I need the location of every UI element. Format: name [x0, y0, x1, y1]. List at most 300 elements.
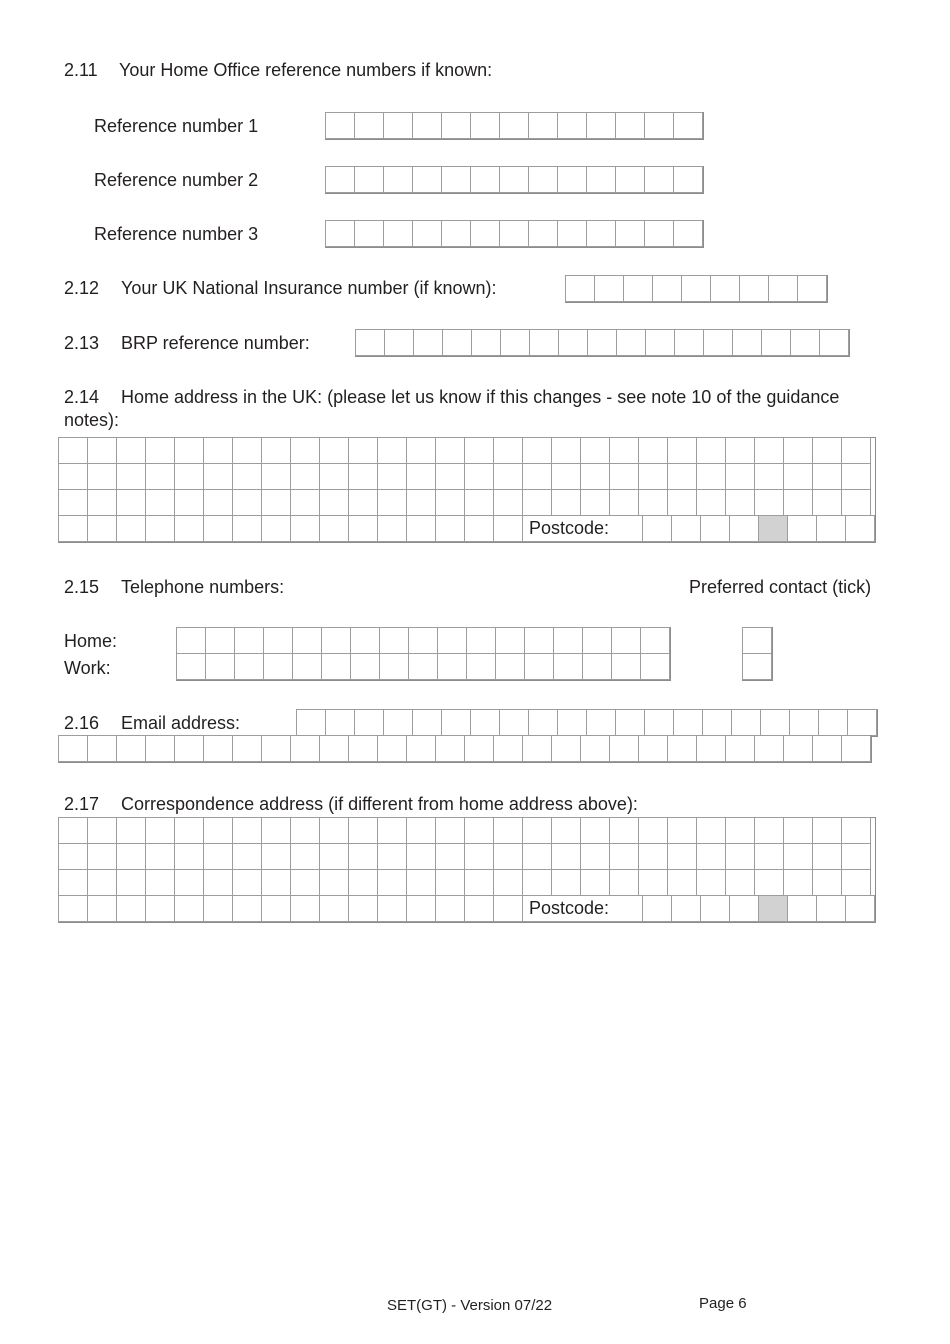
char-box[interactable]	[783, 843, 813, 870]
char-box[interactable]	[261, 869, 291, 896]
char-box[interactable]	[58, 515, 88, 542]
char-box[interactable]	[470, 166, 500, 193]
char-box[interactable]	[145, 895, 175, 922]
char-box[interactable]	[464, 895, 494, 922]
char-box[interactable]	[783, 735, 813, 762]
char-box[interactable]	[377, 437, 407, 464]
char-box[interactable]	[768, 275, 798, 302]
char-box[interactable]	[725, 437, 755, 464]
char-box[interactable]	[116, 817, 146, 844]
char-box[interactable]	[145, 463, 175, 490]
char-box[interactable]	[818, 709, 848, 736]
char-box[interactable]	[464, 437, 494, 464]
char-box[interactable]	[493, 463, 523, 490]
char-box[interactable]	[203, 869, 233, 896]
char-box[interactable]	[261, 895, 291, 922]
char-box[interactable]	[354, 166, 384, 193]
char-box[interactable]	[638, 489, 668, 516]
char-box[interactable]	[174, 817, 204, 844]
char-box[interactable]	[145, 489, 175, 516]
char-box[interactable]	[58, 489, 88, 516]
char-box[interactable]	[348, 735, 378, 762]
char-box[interactable]	[841, 437, 871, 464]
char-box[interactable]	[321, 627, 351, 654]
char-box[interactable]	[319, 735, 349, 762]
char-box[interactable]	[787, 895, 817, 922]
char-box[interactable]	[319, 895, 349, 922]
char-box[interactable]	[205, 627, 235, 654]
char-box[interactable]	[644, 166, 674, 193]
char-box[interactable]	[87, 817, 117, 844]
char-box[interactable]	[667, 817, 697, 844]
char-box[interactable]	[725, 869, 755, 896]
char-box[interactable]	[435, 515, 465, 542]
char-box[interactable]	[587, 329, 617, 356]
char-box[interactable]	[522, 735, 552, 762]
char-box[interactable]	[671, 515, 701, 542]
char-box[interactable]	[296, 709, 326, 736]
char-box[interactable]	[586, 166, 616, 193]
char-box[interactable]	[645, 329, 675, 356]
char-box[interactable]	[797, 275, 827, 302]
char-box[interactable]	[644, 220, 674, 247]
char-box[interactable]	[638, 463, 668, 490]
char-box[interactable]	[816, 895, 846, 922]
char-box[interactable]	[586, 112, 616, 139]
char-box[interactable]	[176, 653, 206, 680]
char-box[interactable]	[609, 817, 639, 844]
char-box[interactable]	[638, 843, 668, 870]
char-box[interactable]	[441, 220, 471, 247]
char-box[interactable]	[551, 437, 581, 464]
char-box[interactable]	[58, 735, 88, 762]
ref1-boxes[interactable]	[325, 112, 704, 140]
char-box[interactable]	[435, 869, 465, 896]
char-box[interactable]	[819, 329, 849, 356]
char-box[interactable]	[696, 817, 726, 844]
char-box[interactable]	[673, 220, 703, 247]
char-box[interactable]	[87, 437, 117, 464]
char-box[interactable]	[319, 463, 349, 490]
char-box[interactable]	[638, 437, 668, 464]
char-box[interactable]	[493, 735, 523, 762]
char-box[interactable]	[145, 817, 175, 844]
char-box[interactable]	[261, 437, 291, 464]
char-box[interactable]	[783, 869, 813, 896]
char-box[interactable]	[783, 437, 813, 464]
char-box[interactable]	[466, 653, 496, 680]
char-box[interactable]	[557, 220, 587, 247]
char-box[interactable]	[205, 653, 235, 680]
char-box[interactable]	[261, 515, 291, 542]
char-box[interactable]	[325, 112, 355, 139]
char-box[interactable]	[812, 735, 842, 762]
char-box[interactable]	[696, 489, 726, 516]
char-box[interactable]	[348, 895, 378, 922]
char-box[interactable]	[348, 515, 378, 542]
char-box[interactable]	[638, 817, 668, 844]
char-box[interactable]	[116, 463, 146, 490]
char-box[interactable]	[696, 437, 726, 464]
char-box[interactable]	[742, 653, 772, 680]
char-box[interactable]	[557, 709, 587, 736]
char-box[interactable]	[203, 489, 233, 516]
char-box[interactable]	[325, 220, 355, 247]
char-box[interactable]	[116, 489, 146, 516]
char-box[interactable]	[580, 463, 610, 490]
char-box[interactable]	[470, 709, 500, 736]
char-box[interactable]	[406, 735, 436, 762]
phone-number-boxes[interactable]	[176, 627, 671, 681]
char-box[interactable]	[493, 843, 523, 870]
char-box[interactable]	[522, 817, 552, 844]
char-box[interactable]	[528, 112, 558, 139]
char-box[interactable]	[87, 869, 117, 896]
char-box[interactable]	[499, 220, 529, 247]
char-box[interactable]	[754, 735, 784, 762]
char-box[interactable]	[522, 489, 552, 516]
char-box[interactable]	[754, 869, 784, 896]
char-box[interactable]	[383, 112, 413, 139]
char-box[interactable]	[174, 895, 204, 922]
char-box[interactable]	[493, 515, 523, 542]
char-box[interactable]	[644, 112, 674, 139]
char-box[interactable]	[642, 895, 672, 922]
char-box[interactable]	[470, 112, 500, 139]
char-box[interactable]	[703, 329, 733, 356]
char-box[interactable]	[379, 627, 409, 654]
char-box[interactable]	[290, 843, 320, 870]
char-box[interactable]	[582, 627, 612, 654]
char-box[interactable]	[350, 653, 380, 680]
char-box[interactable]	[500, 329, 530, 356]
char-box[interactable]	[234, 653, 264, 680]
char-box[interactable]	[87, 895, 117, 922]
char-box[interactable]	[232, 515, 262, 542]
char-box[interactable]	[441, 112, 471, 139]
char-box[interactable]	[841, 869, 871, 896]
char-box[interactable]	[379, 653, 409, 680]
char-box[interactable]	[783, 489, 813, 516]
char-box[interactable]	[350, 627, 380, 654]
char-box[interactable]	[673, 166, 703, 193]
char-box[interactable]	[522, 843, 552, 870]
char-box[interactable]	[557, 112, 587, 139]
char-box[interactable]	[261, 735, 291, 762]
char-box[interactable]	[464, 869, 494, 896]
char-box[interactable]	[261, 463, 291, 490]
char-box[interactable]	[319, 515, 349, 542]
char-box[interactable]	[594, 275, 624, 302]
char-box[interactable]	[174, 463, 204, 490]
char-box[interactable]	[812, 463, 842, 490]
char-box[interactable]	[261, 817, 291, 844]
char-box[interactable]	[580, 869, 610, 896]
char-box[interactable]	[321, 653, 351, 680]
char-box[interactable]	[725, 463, 755, 490]
char-box[interactable]	[667, 735, 697, 762]
char-box[interactable]	[176, 627, 206, 654]
char-box[interactable]	[203, 437, 233, 464]
char-box[interactable]	[292, 653, 322, 680]
char-box[interactable]	[739, 275, 769, 302]
char-box[interactable]	[551, 843, 581, 870]
char-box[interactable]	[290, 735, 320, 762]
char-box[interactable]	[841, 817, 871, 844]
char-box[interactable]	[377, 515, 407, 542]
char-box[interactable]	[845, 895, 875, 922]
char-box[interactable]	[408, 627, 438, 654]
char-box[interactable]	[406, 843, 436, 870]
char-box[interactable]	[499, 709, 529, 736]
char-box[interactable]	[174, 843, 204, 870]
char-box[interactable]	[528, 709, 558, 736]
char-box[interactable]	[615, 709, 645, 736]
char-box[interactable]	[203, 895, 233, 922]
char-box[interactable]	[87, 463, 117, 490]
char-box[interactable]	[377, 869, 407, 896]
char-box[interactable]	[203, 817, 233, 844]
char-box[interactable]	[354, 220, 384, 247]
char-box[interactable]	[558, 329, 588, 356]
char-box[interactable]	[174, 489, 204, 516]
char-box[interactable]	[725, 817, 755, 844]
char-box[interactable]	[354, 112, 384, 139]
char-box[interactable]	[116, 515, 146, 542]
char-box[interactable]	[493, 869, 523, 896]
char-box[interactable]	[406, 817, 436, 844]
char-box[interactable]	[58, 437, 88, 464]
char-box[interactable]	[145, 843, 175, 870]
char-box[interactable]	[437, 627, 467, 654]
char-box[interactable]	[841, 735, 871, 762]
char-box[interactable]	[812, 869, 842, 896]
char-box[interactable]	[348, 489, 378, 516]
char-box[interactable]	[609, 869, 639, 896]
char-box[interactable]	[841, 489, 871, 516]
char-box[interactable]	[615, 220, 645, 247]
char-box[interactable]	[435, 437, 465, 464]
char-box[interactable]	[441, 709, 471, 736]
char-box[interactable]	[87, 843, 117, 870]
char-box[interactable]	[435, 735, 465, 762]
char-box[interactable]	[580, 735, 610, 762]
char-box[interactable]	[841, 463, 871, 490]
char-box[interactable]	[87, 735, 117, 762]
brp-number-boxes[interactable]	[355, 329, 850, 357]
char-box[interactable]	[116, 843, 146, 870]
char-box[interactable]	[760, 709, 790, 736]
char-box[interactable]	[348, 463, 378, 490]
email-boxes-row1[interactable]	[296, 709, 878, 737]
char-box[interactable]	[464, 515, 494, 542]
char-box[interactable]	[87, 515, 117, 542]
ref3-boxes[interactable]	[325, 220, 704, 248]
char-box[interactable]	[754, 817, 784, 844]
char-box[interactable]	[203, 843, 233, 870]
char-box[interactable]	[841, 843, 871, 870]
char-box[interactable]	[290, 463, 320, 490]
char-box[interactable]	[700, 515, 730, 542]
ref2-boxes[interactable]	[325, 166, 704, 194]
char-box[interactable]	[582, 653, 612, 680]
char-box[interactable]	[435, 843, 465, 870]
char-box[interactable]	[495, 627, 525, 654]
char-box[interactable]	[667, 843, 697, 870]
char-box[interactable]	[580, 489, 610, 516]
char-box[interactable]	[729, 895, 759, 922]
char-box[interactable]	[174, 869, 204, 896]
char-box[interactable]	[681, 275, 711, 302]
char-box[interactable]	[406, 437, 436, 464]
char-box[interactable]	[232, 869, 262, 896]
char-box[interactable]	[58, 817, 88, 844]
char-box[interactable]	[586, 220, 616, 247]
char-box[interactable]	[673, 709, 703, 736]
char-box[interactable]	[471, 329, 501, 356]
char-box[interactable]	[412, 112, 442, 139]
char-box[interactable]	[493, 817, 523, 844]
char-box[interactable]	[667, 463, 697, 490]
char-box[interactable]	[203, 515, 233, 542]
char-box[interactable]	[232, 895, 262, 922]
char-box[interactable]	[116, 437, 146, 464]
char-box[interactable]	[354, 709, 384, 736]
char-box[interactable]	[761, 329, 791, 356]
char-box[interactable]	[493, 895, 523, 922]
char-box[interactable]	[383, 709, 413, 736]
char-box[interactable]	[551, 735, 581, 762]
char-box[interactable]	[261, 843, 291, 870]
preferred-contact-tick-boxes[interactable]	[742, 627, 773, 681]
home-address-boxes[interactable]	[58, 437, 876, 543]
char-box[interactable]	[522, 437, 552, 464]
ni-number-boxes[interactable]	[565, 275, 828, 303]
char-box[interactable]	[464, 489, 494, 516]
char-box[interactable]	[383, 166, 413, 193]
char-box[interactable]	[790, 329, 820, 356]
char-box[interactable]	[725, 489, 755, 516]
char-box[interactable]	[812, 817, 842, 844]
char-box[interactable]	[812, 489, 842, 516]
char-box[interactable]	[116, 869, 146, 896]
char-box[interactable]	[754, 489, 784, 516]
char-box[interactable]	[377, 463, 407, 490]
char-box[interactable]	[319, 869, 349, 896]
char-box[interactable]	[696, 843, 726, 870]
char-box[interactable]	[725, 735, 755, 762]
char-box[interactable]	[413, 329, 443, 356]
char-box[interactable]	[406, 895, 436, 922]
char-box[interactable]	[435, 463, 465, 490]
char-box[interactable]	[845, 515, 875, 542]
char-box[interactable]	[551, 817, 581, 844]
char-box[interactable]	[464, 463, 494, 490]
char-box[interactable]	[435, 489, 465, 516]
char-box[interactable]	[528, 220, 558, 247]
char-box[interactable]	[437, 653, 467, 680]
char-box[interactable]	[383, 220, 413, 247]
char-box[interactable]	[441, 166, 471, 193]
char-box[interactable]	[116, 735, 146, 762]
char-box[interactable]	[754, 463, 784, 490]
char-box[interactable]	[203, 463, 233, 490]
char-box[interactable]	[408, 653, 438, 680]
char-box[interactable]	[742, 627, 772, 654]
char-box[interactable]	[499, 112, 529, 139]
char-box[interactable]	[290, 489, 320, 516]
char-box[interactable]	[553, 627, 583, 654]
char-box[interactable]	[642, 515, 672, 542]
char-box[interactable]	[319, 817, 349, 844]
char-box[interactable]	[58, 895, 88, 922]
char-box[interactable]	[384, 329, 414, 356]
char-box[interactable]	[611, 653, 641, 680]
char-box[interactable]	[495, 653, 525, 680]
char-box[interactable]	[435, 895, 465, 922]
char-box[interactable]	[464, 843, 494, 870]
char-box[interactable]	[290, 515, 320, 542]
char-box[interactable]	[355, 329, 385, 356]
char-box[interactable]	[377, 489, 407, 516]
char-box[interactable]	[232, 489, 262, 516]
char-box[interactable]	[325, 166, 355, 193]
char-box[interactable]	[640, 653, 670, 680]
char-box[interactable]	[466, 627, 496, 654]
char-box[interactable]	[586, 709, 616, 736]
email-boxes-row2[interactable]	[58, 735, 872, 763]
char-box[interactable]	[611, 627, 641, 654]
char-box[interactable]	[783, 817, 813, 844]
char-box[interactable]	[671, 895, 701, 922]
char-box[interactable]	[232, 843, 262, 870]
char-box[interactable]	[234, 627, 264, 654]
char-box[interactable]	[522, 463, 552, 490]
char-box[interactable]	[732, 329, 762, 356]
char-box[interactable]	[406, 489, 436, 516]
char-box[interactable]	[812, 437, 842, 464]
char-box[interactable]	[710, 275, 740, 302]
char-box[interactable]	[58, 869, 88, 896]
char-box[interactable]	[557, 166, 587, 193]
char-box[interactable]	[638, 735, 668, 762]
char-box[interactable]	[522, 869, 552, 896]
char-box[interactable]	[87, 489, 117, 516]
char-box[interactable]	[499, 166, 529, 193]
char-box[interactable]	[524, 627, 554, 654]
char-box[interactable]	[290, 869, 320, 896]
char-box[interactable]	[787, 515, 817, 542]
char-box[interactable]	[754, 437, 784, 464]
char-box[interactable]	[551, 869, 581, 896]
char-box[interactable]	[145, 735, 175, 762]
char-box[interactable]	[58, 843, 88, 870]
char-box[interactable]	[261, 489, 291, 516]
char-box[interactable]	[470, 220, 500, 247]
char-box[interactable]	[145, 515, 175, 542]
char-box[interactable]	[290, 895, 320, 922]
char-box[interactable]	[696, 463, 726, 490]
char-box[interactable]	[652, 275, 682, 302]
char-box[interactable]	[464, 735, 494, 762]
char-box[interactable]	[551, 463, 581, 490]
char-box[interactable]	[232, 817, 262, 844]
home-postcode-row[interactable]	[59, 516, 875, 542]
char-box[interactable]	[580, 437, 610, 464]
char-box[interactable]	[528, 166, 558, 193]
char-box[interactable]	[348, 817, 378, 844]
char-box[interactable]	[609, 489, 639, 516]
